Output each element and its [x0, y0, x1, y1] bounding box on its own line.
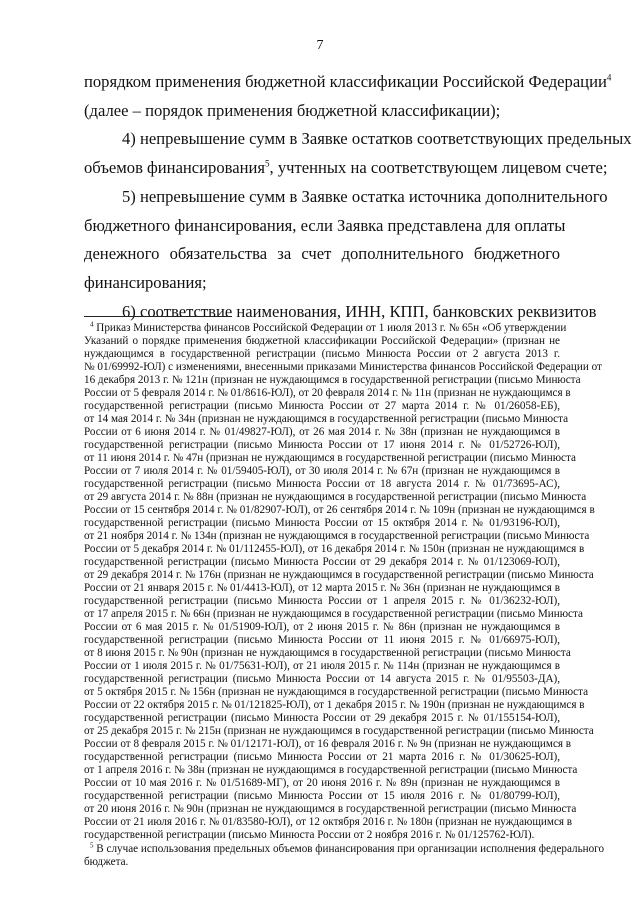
footnote-number-5: 5 — [90, 841, 94, 850]
footnote-line: России от 10 мая 2016 г. № 01/51689-МГ), от 20 июня 2016 г. № 89н (признан не нуждающимся в — [84, 777, 560, 789]
footnote-line: 16 декабря 2013 г. № 121н (признан не нуждающимся в государственной регистрации (письмо Минюста — [84, 374, 581, 386]
footnote-line: Указаний о порядке применения бюджетной классификации Российской Федерации» (признан не — [84, 335, 560, 347]
footnote-line: государственной регистрации (письмо Минюста России от 15 октября 2014 г. № 01/93196-ЮЛ), — [84, 517, 560, 529]
footnote-line: России от 15 сентября 2014 г. № 01/82907-ЮЛ), от 26 сентября 2014 г. № 109н (признан не нуждающимся в — [84, 504, 595, 516]
footnote-line: от 1 апреля 2016 г. № 38н (признан не нуждающимся в государственной регистрации (письмо Минюста — [84, 764, 578, 776]
footnote-line: нуждающимся в государственной регистрации (письмо Минюста России от 2 августа 2013 г. — [84, 348, 560, 360]
footnote-line: от 25 декабря 2015 г. № 215н (признан не нуждающимся в государственной регистрации (письмо Минюста — [84, 725, 594, 737]
footnote-mark-5[interactable]: 5 — [265, 158, 270, 169]
body-line: финансирования; — [84, 273, 207, 292]
body-line: бюджетного финансирования, если Заявка представлена для оплаты — [84, 216, 566, 235]
footnote-line: России от 21 июля 2016 г. № 01/83580-ЮЛ), от 12 октября 2016 г. № 180н (признан не нуждающимся в — [84, 816, 573, 828]
body-text-span: порядком применения бюджетной классификации Российской Федерации — [84, 72, 607, 91]
footnote-line: от 14 мая 2014 г. № 34н (признан не нуждающимся в государственной регистрации (письмо Минюста — [84, 413, 569, 425]
footnote-line: России от 6 мая 2015 г. № 01/51909-ЮЛ), от 2 июня 2015 г. № 86н (признан не нуждающимся в — [84, 621, 560, 633]
footnote-line: государственной регистрации (письмо Минюста России от 14 августа 2015 г. № 01/95503-ДА), — [84, 673, 560, 685]
footnote-line: государственной регистрации (письмо Минюста России от 18 августа 2014 г. № 01/73695-АС), — [84, 478, 560, 490]
footnote-line: России от 5 февраля 2014 г. № 01/8616-ЮЛ), от 20 февраля 2014 г. № 11н (признан не нуждающимся в — [84, 387, 571, 399]
footnote-line: государственной регистрации (письмо Минюста России от 17 июня 2014 г. № 01/52726-ЮЛ), — [84, 439, 560, 451]
footnote-line: России от 6 июня 2014 г. № 01/49827-ЮЛ), от 26 мая 2014 г. № 38н (признан не нуждающимся в — [84, 426, 560, 438]
body-line — [84, 156, 608, 180]
footnote-line: России от 1 июля 2015 г. № 01/75631-ЮЛ), от 21 июля 2015 г. № 114н (признан не нуждающимся в — [84, 660, 560, 672]
footnote-line: от 20 июня 2016 г. № 90н (признан не нуждающимся в государственной регистрации (письмо Минюста — [84, 803, 577, 815]
body-line: денежного обязательства за счет дополнительного бюджетного — [84, 244, 560, 263]
page-number: 7 — [316, 38, 324, 53]
footnote-line: России от 21 января 2015 г. № 01/4413-ЮЛ), от 12 марта 2015 г. № 36н (признан не нуждающимся в — [84, 582, 560, 594]
body-line: (далее – порядок применения бюджетной классификации); — [84, 101, 501, 120]
footnote-line: государственной регистрации (письмо Минюста России от 11 июня 2015 г. № 01/66975-ЮЛ), — [84, 634, 560, 646]
footnote-line: государственной регистрации (письмо Минюста России от 2 ноября 2016 г. № 01/125762-ЮЛ). — [84, 829, 535, 841]
footnote-line: России от 22 октября 2015 г. № 01/121825-ЮЛ), от 1 декабря 2015 г. № 190н (признан не нуждающимся в — [84, 699, 585, 711]
body-text-span: объемов финансирования — [84, 158, 266, 177]
footnote-line — [84, 320, 567, 335]
body-line: 5) непревышение сумм в Заявке остатка источника дополнительного — [122, 187, 608, 206]
footnote-line: от 11 июня 2014 г. № 47н (признан не нуждающимся в государственной регистрации (письмо Минюста — [84, 452, 576, 464]
footnote-text: Приказ Министерства финансов Российской Федерации от 1 июля 2013 г. № 65н «Об утверждении — [96, 322, 567, 334]
footnote-line: от 29 августа 2014 г. № 88н (признан не нуждающимся в государственной регистрации (письмо Минюста — [84, 491, 587, 503]
body-line: 4) непревышение сумм в Заявке остатков соответствующих предельных — [122, 129, 632, 148]
footnote-line: государственной регистрации (письмо Минюста России от 29 декабря 2015 г. № 01/155154-ЮЛ), — [84, 712, 560, 724]
footnote-line: государственной регистрации (письмо Минюста России от 29 декабря 2014 г. № 01/123069-ЮЛ), — [84, 556, 560, 568]
footnote-number-4: 4 — [90, 320, 94, 329]
footnote-line: государственной регистрации (письмо Минюста России от 15 июля 2016 г. № 01/80799-ЮЛ), — [84, 790, 560, 802]
body-text-span: , учтенных на соответствующем лицевом счете; — [269, 158, 608, 177]
footnote-line: России от 8 февраля 2015 г. № 01/12171-ЮЛ), от 16 февраля 2016 г. № 9н (признан не нуждающимся в — [84, 738, 572, 750]
footnote-line: России от 5 декабря 2014 г. № 01/112455-ЮЛ), от 16 декабря 2014 г. № 150н (признан не нуждающимся в — [84, 543, 585, 555]
footnote-line: от 21 ноября 2014 г. № 134н (признан не нуждающимся в государственной регистрации (письмо Минюста — [84, 530, 590, 542]
footnote-line: от 8 июня 2015 г. № 90н (признан не нуждающимся в государственной регистрации (письмо Минюста — [84, 647, 571, 659]
footnote-mark-4[interactable]: 4 — [606, 72, 612, 83]
footnote-line: государственной регистрации (письмо Минюста России от 27 марта 2014 г. № 01/26058-ЕБ), — [84, 400, 560, 412]
footnote-text: В случае использования предельных объемов финансирования при организации исполнения федерального — [96, 843, 605, 855]
body-line — [84, 70, 612, 94]
footnote-line: от 5 октября 2015 г. № 156н (признан не нуждающимся в государственной регистрации (письмо Минюста — [84, 686, 589, 698]
footnote-line: государственной регистрации (письмо Минюста России от 1 апреля 2015 г. № 01/36232-ЮЛ), — [84, 595, 560, 607]
body-line: 6) соответствие наименования, ИНН, КПП, банковских реквизитов — [122, 302, 597, 321]
footnote-line: № 01/69992-ЮЛ) с изменениями, внесенными приказами Министерства финансов Российской Федерации от — [84, 361, 602, 373]
footnote-line: России от 7 июля 2014 г. № 01/59405-ЮЛ), от 30 июля 2014 г. № 67н (признан не нуждающимся в — [84, 465, 560, 477]
footnote-line: бюджета. — [84, 856, 129, 868]
footnote-line: от 17 апреля 2015 г. № 66н (признан не нуждающимся в государственной регистрации (письмо Минюста — [84, 608, 583, 620]
footnote-line: от 29 декабря 2014 г. № 176н (признан не нуждающимся в государственной регистрации (письмо Минюста — [84, 569, 594, 581]
footnote-line — [84, 841, 605, 856]
footnote-line: государственной регистрации (письмо Минюста России от 21 марта 2016 г. № 01/30625-ЮЛ), — [84, 751, 560, 763]
footnote-separator — [84, 316, 232, 317]
